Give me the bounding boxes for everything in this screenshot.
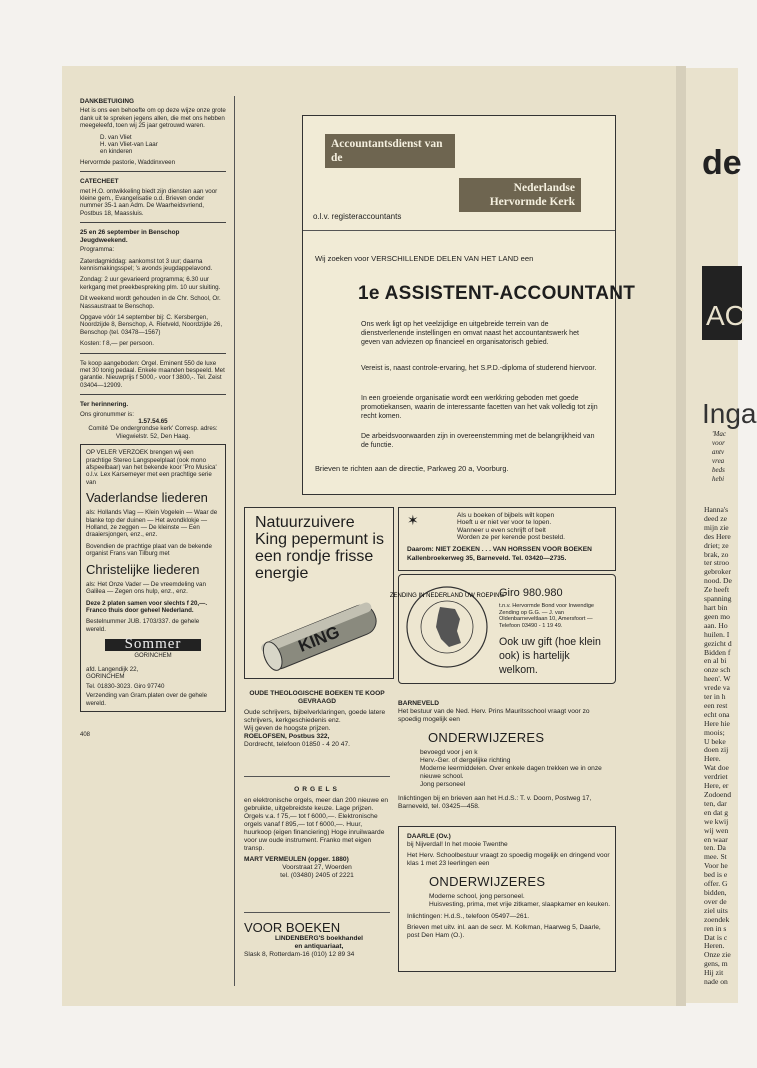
strip-subheading: Inga — [702, 398, 757, 429]
giro-number: Giro 980.980 — [499, 587, 563, 599]
signature-line: H. van Vliet-van Laar — [100, 141, 158, 149]
divider — [80, 222, 226, 223]
orgels-ad — [244, 786, 390, 880]
ad-paragraph: Vereist is, naast controle-ervaring, het S.P.D.-diploma of studerend hiervoor. — [361, 365, 597, 372]
signature-line: en kinderen — [100, 148, 133, 156]
voorboeken-ad — [244, 920, 394, 959]
dank-place: Hervormde pastorie, Waddinxveen — [80, 158, 176, 166]
theol-body: Oude schrijvers, bijbelverklaringen, goede latere schrijvers, kerkgeschiedenis enz. — [244, 709, 386, 724]
barneveld-ad — [398, 700, 614, 811]
record-intro: OP VELER VERZOEK brengen wij een prachtige Stereo Langspeelplaat (ook mono afspeelbaar) van het bekende koor 'Pro Musica' o.l.v. Lex Karsemeyer met een prachtige serie van — [86, 449, 217, 486]
daarle-detail: Moderne school, jong personeel. — [429, 893, 525, 900]
jeugd-item: Zondag: 2 uur gevarieerd programma; 6.30 uur kerkgang met preekbespreking plm. 10 uur sluiting. — [80, 276, 221, 291]
theol-contact: ROELOFSEN, Postbus 322, — [244, 733, 330, 740]
bijbels-slogan: Daarom: NIET ZOEKEN . . . VAN HORSSEN VOOR BOEKEN — [407, 546, 592, 553]
column-divider — [234, 96, 235, 986]
sommer-phone: Tel. 01830-3023. Giro 97740 — [86, 682, 165, 690]
theol-heading: OUDE THEOLOGISCHE BOEKEN TE KOOP GEVRAAGD — [249, 690, 385, 705]
bijbels-verse — [457, 512, 565, 542]
vaderlandse-title: Vaderlandse liederen — [86, 490, 208, 506]
jeugd-heading: 25 en 26 september in Benschop Jeugdweekend. — [80, 229, 180, 244]
strip-dark-text: AC — [706, 300, 745, 331]
christelijke-list: als: Het Onze Vader — De vreemdeling van Galilea — Zegen ons hulp, enz., enz. — [86, 580, 206, 596]
king-ad — [244, 507, 394, 679]
jeugd-program: Programma: — [80, 246, 115, 254]
divider — [303, 230, 615, 231]
voorboeken-heading: VOOR BOEKEN — [244, 920, 341, 935]
catecheet-heading: CATECHEET — [80, 178, 119, 186]
daarle-body: Het Herv. Schoolbestuur vraagt zo spoedig mogelijk en dringend voor klas 1 met 23 leerlingen een — [407, 852, 610, 867]
adjacent-page-strip — [686, 68, 757, 1003]
price-line: Deze 2 platen samen voor slechts f 20,—. Franco thuis door geheel Nederland. — [86, 599, 208, 614]
record-ad — [80, 444, 226, 712]
daarle-title: ONDERWIJZERES — [429, 874, 546, 889]
order-number: Bestelnummer JUB. 1703/337. de gehele wereld. — [86, 618, 200, 633]
brieven-line: Brieven te richten aan de directie, Parkweg 20 a, Voorburg. — [315, 464, 509, 473]
giro-details: t.n.v. Hervormde Bond voor Inwendige Zending op G.G. — J. van Oldenbarneveltlaan 10, Amersfoort — Telefoon 03490 - 1 19 49. — [499, 603, 595, 629]
sommer-address: GORINCHEM — [86, 673, 125, 681]
orgels-address: Voorstraat 27, Woerden — [282, 864, 352, 871]
catecheet-body: met H.O. ontwikkeling biedt zijn diensten aan voor kleine gem., Evangelisatie o.d. Brieven onder nummer 35-1 aan Adm. De Waarheidsvriend, Postbus 18, Maassluis. — [80, 187, 218, 217]
bijbels-address: Kallenbroekerweg 35, Barneveld. Tel. 03420—2735. — [407, 555, 567, 562]
voorboeken-address: Slask 8, Rotterdam-16 (010) 12 89 34 — [244, 951, 355, 958]
seal-text: ZENDING IN NEDERLAND UW ROEPING — [389, 593, 505, 599]
barneveld-title: ONDERWIJZERES — [428, 730, 545, 745]
divider — [80, 394, 226, 395]
christelijke-title: Christelijke liederen — [86, 561, 200, 577]
orgels-heading: ORGELS — [294, 786, 340, 793]
king-roll-label: KING — [295, 622, 343, 656]
strip-dark-block — [702, 266, 745, 340]
verse-line: Als u boeken of bijbels wilt kopen — [457, 512, 555, 519]
jeugd-item: Dit weekend wordt gehouden in de Chr. School, Or. Nassaustraat te Benschop. — [80, 295, 221, 310]
voorboeken-sub: en antiquariaat, — [294, 943, 344, 950]
ad-paragraph: Ons werk ligt op het veelzijdige en uitgebreide terrein van de dienstverlenende instellingen en omvat naast het accountantswerk het geven van adviezen op financieel en organisatorisch gebied. — [361, 321, 579, 346]
barneveld-info: Inlichtingen bij en brieven aan het H.d.S.: T. v. Doorn, Postweg 17, Barneveld, tel. 03425—458. — [398, 795, 592, 810]
daarle-brieven: Brieven met uitv. inl. aan de secr. M. Kolkman, Haarweg 5, Daarle, post Den Ham (O.). — [407, 924, 601, 939]
theol-books-ad — [244, 690, 390, 749]
zending-seal-icon — [389, 585, 505, 669]
verse-line: Hoeft u er niet ver voor te lopen. — [457, 519, 552, 527]
stamp-hervormde-kerk: Nederlandse Hervormde Kerk — [459, 178, 581, 212]
orgels-phone: tel. (03480) 2405 of 2221 — [280, 872, 354, 879]
divider — [244, 776, 390, 777]
jeugd-item: Kosten: f 8,— per persoon. — [80, 340, 154, 348]
signature-line: D. van Vliet — [100, 133, 132, 141]
herinnering-heading: Ter herinnering. — [80, 401, 129, 409]
page-gutter — [676, 66, 686, 1006]
verse-line: Worden ze per kerende post besteld. — [457, 534, 566, 542]
king-slogan: Natuurzuivere King pepermunt is een rondje frisse energie — [255, 514, 384, 582]
verse-line: Wanneer u even schrijft of belt — [457, 526, 546, 534]
strip-body: Hanna's deed ze mijn zie des Here driet; ze brak, zo ter stroo gebroker nood. De Ze heeft spanning hart bin geen mo aan. Ho huilen. I gezicht d Bidden f en al bi onze sch heen'. W vrede va ter in h een rest echt ona Here hie moois; U beke doen zij Here. Wat doe verdriet Here, er Zodoend ten, dar en dat g we kwij wij wen en waar ten. Da mee. St Voor he bed is e offer. G bidden, over de ziel uits zoendek ren in s Dat is c Heren. Onze zie gens, m Hij zit nade on — [704, 505, 732, 987]
zoeken-line: Wij zoeken voor VERSCHILLENDE DELEN VAN HET LAND een — [315, 254, 534, 263]
theol-body: Wij geven de hoogste prijzen. — [244, 725, 331, 732]
daarle-ad — [398, 826, 616, 972]
daarle-detail: Huisvesting, prima, met vrije zitkamer, slaapkamer en keuken. — [429, 901, 611, 908]
ad-paragraph: De arbeidsvoorwaarden zijn in overeenstemming met de belangrijkheid van de functie. — [361, 433, 595, 449]
dank-signature — [80, 134, 226, 156]
giro-appeal: Ook uw gift (hoe klein ook) is hartelijk welkom. — [499, 636, 601, 676]
strip-italic: 'Mac voor antv vrea beds hebi — [712, 430, 726, 483]
theol-contact: Dordrecht, telefoon 01850 - 4 20 47. — [244, 741, 350, 748]
daarle-info: Inlichtingen: H.d.S., telefoon 05497—261. — [407, 913, 530, 920]
barneveld-detail: bevoegd voor j en k — [420, 749, 478, 756]
barneveld-detail: Jong personeel — [420, 781, 466, 788]
divider — [80, 353, 226, 354]
dank-heading: DANKBETUIGING — [80, 98, 134, 105]
vaderlandse-list: als: Hollands Vlag — Klein Vogelein — Waar de blanke top der duinen — Het avondklokje — Holland, ze zeggen — De kleinste — Een draaiersjongen, enz., enz. — [86, 509, 218, 539]
sommer-shipping: Verzending van Gram.platen over de gehele wereld. — [86, 692, 208, 707]
star-icon: ✶ — [407, 512, 419, 528]
king-roll-illustration — [253, 604, 387, 670]
barneveld-detail: Moderne leermiddelen. Over enkele dagen trekken we in onze nieuwe school. — [420, 765, 602, 780]
jeugd-item: Opgave vóór 14 september bij: C. Kersbergen, Noordzijde 8, Benschop, A. Rietveld, Noordzijde 26, Benschop (tel. 03478—1567) — [80, 313, 223, 336]
ad-headline: 1e ASSISTENT-ACCOUNTANT — [358, 283, 636, 304]
bijbels-ad — [398, 507, 616, 571]
left-column — [80, 98, 226, 743]
strip-heading: de — [702, 144, 742, 182]
divider — [80, 171, 226, 172]
barneveld-body: Het bestuur van de Ned. Herv. Prins Mauritsschool vraagt voor zo spoedig mogelijk een — [398, 708, 590, 723]
sommer-address: afd. Langendijk 22, — [86, 665, 139, 673]
dank-body: Het is ons een behoefte om op deze wijze onze grote dank uit te spreken jegens allen, die met ons hebben meegeleefd, toen wij 25 jaar getrouwd waren. — [80, 107, 226, 130]
voorboeken-sub: LINDENBERG'S boekhandel — [274, 935, 364, 942]
orgels-name: MART VERMEULEN (opger. 1880) — [244, 856, 349, 863]
daarle-heading: DAARLE (Ov.) — [407, 833, 451, 840]
stamp-accountantsdienst: Accountantsdienst van de — [325, 134, 455, 168]
orgel-ad: Te koop aangeboden: Orgel. Eminent 550 de luxe met 30 tonig pedaal. Enkele maanden bespeeld. Met garantie. Nieuwprijs f 5000,- voor f 3800,-. Tel. Zeist 03404—12909. — [80, 359, 225, 389]
orgels-body: en elektronische orgels, meer dan 200 nieuwe en gebruikte, uitgebreidste keuze. Lage prijzen. Orgels v.a. f 75,— tot f 6000,—. Elektronische orgels vanaf f 895,— tot f 6000,—. Huur, huurkoop (eigen financiering) Hoge inruilwaarde voor uw oude instrument. Franko met eigen transp. — [244, 797, 389, 852]
jeugd-item: Zaterdagmiddag: aankomst tot 3 uur; daarna kennismakingsspel; 's avonds jeugdappelavond. — [80, 257, 213, 272]
ad-paragraph: In een groeiende organisatie wordt een werkkring geboden met goede promotiekansen, waarin de interessante facetten van het vak volledig tot zijn recht komen. — [361, 395, 598, 420]
sommer-city: GORINCHEM — [134, 652, 172, 659]
barneveld-heading: BARNEVELD — [398, 700, 440, 707]
giro-number: 1.57.54.65 — [138, 418, 168, 425]
page-number: 408 — [80, 731, 91, 738]
divider — [244, 912, 390, 913]
herinnering-address: Comité 'De ondergrondse kerk' Corresp. adres: Vliegwielstr. 52, Den Haag. — [88, 425, 218, 440]
accountant-ad — [302, 115, 616, 495]
barneveld-detail: Herv.-Ger. of dergelijke richting — [420, 757, 511, 764]
vaderlandse-extra: Bovendien de prachtige plaat van de bekende organist Frans van Tilburg met — [86, 542, 212, 558]
daarle-sub: bij Nijverdal! In het mooie Twenthe — [407, 841, 508, 848]
olv-line: o.l.v. registeraccountants — [313, 212, 402, 221]
sommer-logo: Sommer — [105, 639, 201, 650]
giro-ad — [389, 574, 616, 684]
herinnering-line: Ons gironummer is: — [80, 410, 134, 418]
